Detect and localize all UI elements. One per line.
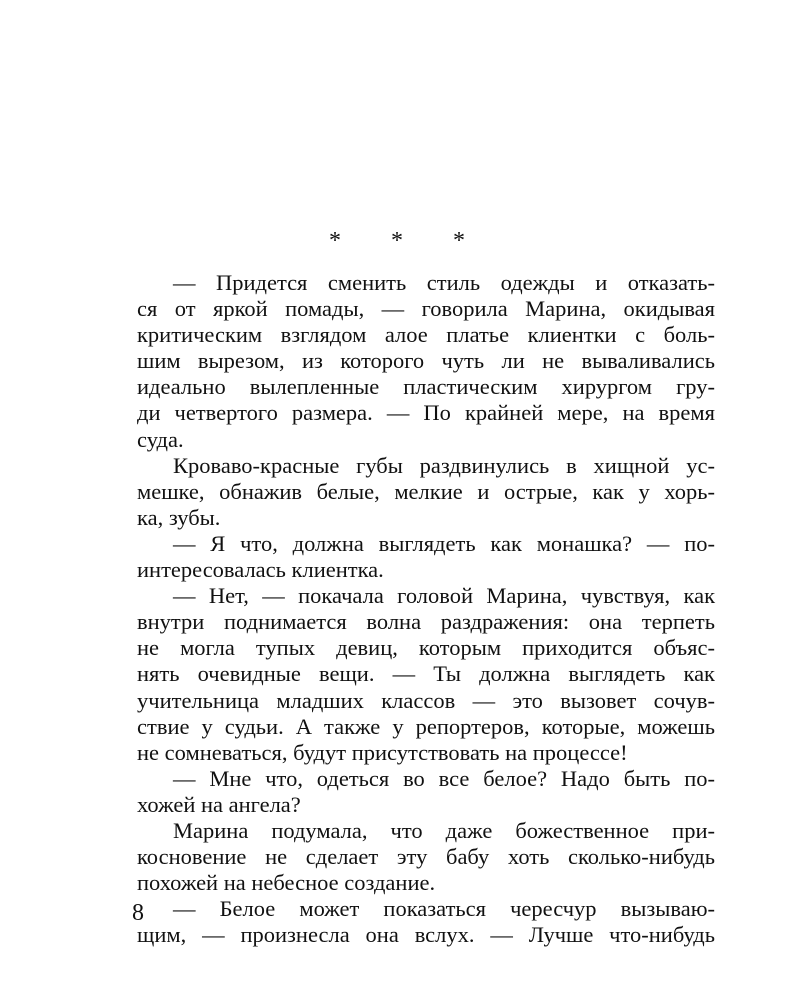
text-line: идеально вылепленные пластическим хирургом гру- <box>137 374 715 400</box>
text-line: Марина подумала, что даже божественное при- <box>173 817 715 843</box>
text-line: не сомневаться, будут присутствовать на процессе! <box>137 739 628 765</box>
text-line: нять очевидные вещи. — Ты должна выглядеть как <box>137 661 715 687</box>
section-separator: * * * <box>329 228 487 254</box>
text-line: учительница младших классов — это вызовет сочув- <box>137 687 715 713</box>
text-line: критическим взглядом алое платье клиентки с боль- <box>137 322 715 348</box>
text-line: — Нет, — покачала головой Марина, чувствуя, как <box>173 583 715 609</box>
text-line: интересовалась клиентка. <box>137 557 384 583</box>
text-line: — Белое может показаться чересчур вызываю- <box>173 896 715 922</box>
body-text <box>137 270 715 948</box>
text-line: ди четвертого размера. — По крайней мере, на время <box>137 400 715 426</box>
text-line: ствие у судьи. А также у репортеров, которые, можешь <box>137 713 715 739</box>
page-number: 8 <box>132 900 144 926</box>
text-line: хожей на ангела? <box>137 791 301 817</box>
text-line: щим, — произнесла она вслух. — Лучше что-нибудь <box>137 922 715 948</box>
text-line: — Придется сменить стиль одежды и отказать- <box>173 270 715 295</box>
text-line: ка, зубы. <box>137 504 221 530</box>
text-line: — Я что, должна выглядеть как монашка? — по- <box>173 530 715 556</box>
text-line: шим вырезом, из которого чуть ли не вываливались <box>137 348 715 374</box>
text-line: Кроваво-красные губы раздвинулись в хищной ус- <box>173 452 715 478</box>
text-line: мешке, обнажив белые, мелкие и острые, как у хорь- <box>137 478 715 504</box>
text-line: внутри поднимается волна раздражения: она терпеть <box>137 609 715 635</box>
text-line: — Мне что, одеться во все белое? Надо быть по- <box>173 765 715 791</box>
text-line: похожей на небесное создание. <box>137 870 436 896</box>
text-line: не могла тупых девиц, которым приходится объяс- <box>137 635 715 661</box>
text-line: суда. <box>137 426 184 452</box>
text-line: ся от яркой помады, — говорила Марина, окидывая <box>137 296 715 322</box>
text-line: косновение не сделает эту бабу хоть сколько-нибудь <box>137 844 715 870</box>
